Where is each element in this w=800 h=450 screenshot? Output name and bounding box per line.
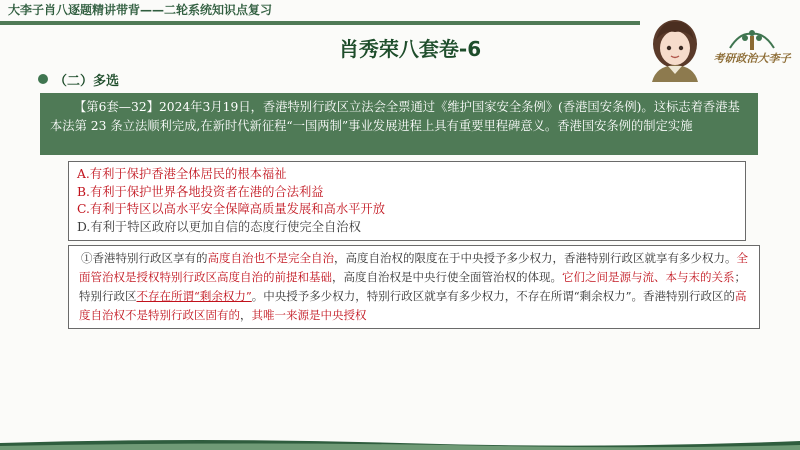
explanation-part: 。中央授予多少权力，特别行政区就享有多少权力，不存在所谓“剩余权力”。香港特别行政区的	[251, 289, 736, 303]
option-c: C.有利于特区以高水平安全保障高质量发展和高水平开放	[77, 202, 386, 216]
section-heading-label: （二）多选	[54, 73, 120, 89]
footer-wave-decoration	[0, 437, 800, 450]
explanation-box	[68, 245, 760, 329]
explanation-highlight-underlined: 不存在所谓“剩余权力”	[136, 289, 252, 303]
explanation-part: 。	[550, 270, 562, 284]
tree-logo-icon	[712, 28, 792, 52]
option-d: D.有利于特区政府以更加自信的态度行使完全自治权	[77, 219, 361, 234]
section-heading	[38, 70, 119, 88]
explanation-part: 高度自治权是中央行使全面管治权的体现	[343, 270, 551, 284]
top-banner: 大李子肖八逐题精讲带背——二轮系统知识点复习	[8, 3, 273, 17]
explanation-part: ；特别行政区	[79, 270, 746, 303]
top-banner-divider	[0, 21, 640, 25]
bullet-dot-icon	[38, 74, 48, 84]
option-b: B.有利于保护世界各地投资者在港的合法利益	[77, 184, 324, 199]
brand-logo	[712, 28, 792, 74]
explanation-highlight: 它们之间是源与流、本与末的关系	[562, 270, 735, 284]
explanation-part: ，	[332, 270, 344, 284]
options-box	[68, 161, 746, 241]
teacher-avatar-icon	[638, 10, 712, 82]
explanation-highlight: 全面管治权是授权特别行政区高度自治的前提和基础	[79, 251, 748, 284]
option-a: A.有利于保护香港全体居民的根本福祉	[77, 167, 287, 181]
explanation-part: ，高度自治权的限度在于中央授予多少权力，香港特别行政区就享有多少权力。	[334, 251, 737, 265]
explanation-part: ，	[240, 308, 252, 322]
explanation-highlight: 高度自治权不是特别行政区固有的	[79, 289, 747, 322]
explanation-part: ①香港特别行政区享有的	[81, 251, 208, 265]
explanation-highlight: 高度自治也不是完全自治	[207, 251, 334, 265]
logo-text: 考研政治大李子	[713, 52, 791, 65]
slide-title: 肖秀荣八套卷-6	[338, 37, 482, 61]
explanation-highlight: 其唯一来源是中央授权	[251, 308, 367, 322]
question-box: 【第6套—32】2024年3月19日，香港特别行政区立法会全票通过《维护国家安全条例》(香港国安条例)。这标志着香港基本法第 23 条立法顺利完成,在新时代新征程“一国两制”事业发展进程上具有重要里程碑意义。香港国安条例的制定实施	[40, 93, 758, 155]
